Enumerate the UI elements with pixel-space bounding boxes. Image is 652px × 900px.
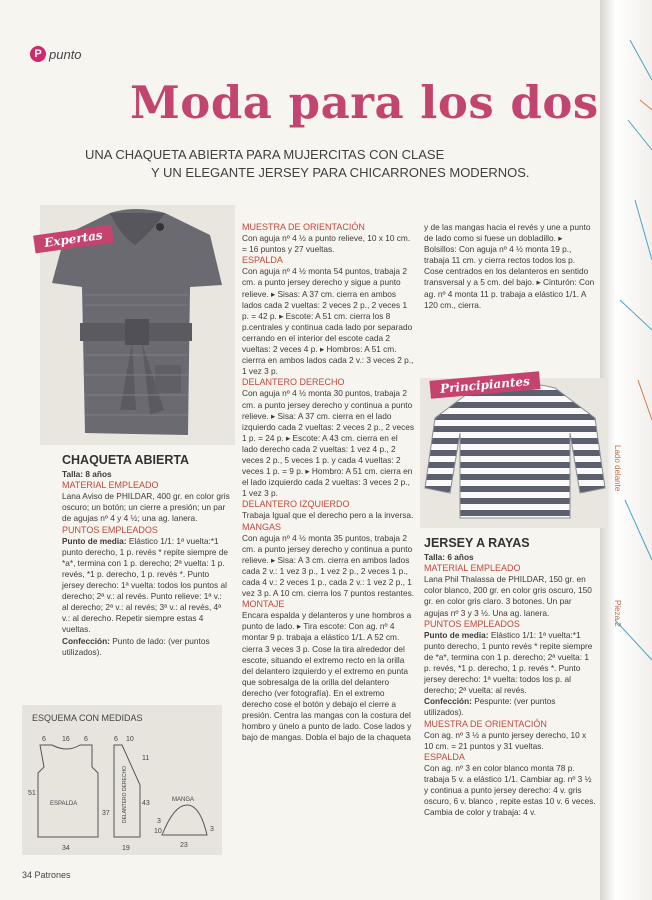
- cardigan-gauge: Con aguja nº 4 ½ a punto relieve, 10 x 10 cm. = 16 puntos y 27 vueltas.: [242, 233, 411, 255]
- cardigan-stitches-heading: PUNTOS EMPLEADOS: [62, 524, 158, 535]
- schema-title: ESQUEMA CON MEDIDAS: [32, 713, 143, 723]
- cardigan-material: Lana Aviso de PHILDAR, 400 gr. en color gris oscuro; un botón; un cierre a presión; un par de agujas nº 4 y 4 ½; una ag. lanera.: [62, 491, 230, 524]
- cardigan-back: Con aguja nº 4 ½ monta 54 puntos, trabaja 2 cm. a punto jersey derecho y sigue a punto relieve. ▸ Sisas: A 37 cm. cierra en ambos lados cada 2 vueltas: 2 veces 2 p., 2 veces 1 p. = 42 p. ▸ Escote: A 51 cm. cierra los 8 p.centrales y continua cada lado por separado cerrando en el interior del escote cada 2 vueltas: 2 veces 4 p. ▸ Hombros: A 51 cm. cierrra en ambos lados cada 2 v.: 3 veces 2 p., 1 vez 3 p.: [242, 266, 414, 377]
- cardigan-montaje: Encara espalda y delanteros y une hombros a punto de lado. ▸ Tira escote: Con ag. nº 4 montar 9 p. trabaja a elástico 1/1. A 52 cm. cierra 3 veces 3 p. Cose la tira alrededor del escote, situando el extremo recto en la orilla del delantero izquierdo y el extremo en punta que sobresalga de la orilla del delantero derecho (ver fotografía). En el extremo derecho cose el botón y debajo el cierre a presión. Centra las mangas con la costura del hombro y únelo a punto de lado. Cose lados y bajo de mangas. Dobla el bajo de la chaqueta: [242, 610, 412, 743]
- sweater-size: Talla: 6 años: [424, 552, 474, 563]
- column-2: [242, 222, 415, 743]
- cardigan-stitches-label: Punto de media:: [62, 535, 127, 546]
- cardigan-stitches: [62, 536, 230, 636]
- level-ribbon-principiantes: Principiantes: [429, 371, 540, 399]
- gutter-label-lado: Lado delante: [613, 445, 622, 492]
- schema-label-6a: 6: [42, 736, 46, 743]
- sweater-assembly: [424, 696, 596, 718]
- cardigan-left-front: Trabaja Igual que el derecho pero a la inversa.: [242, 510, 414, 521]
- gutter-label-pieza: Pieza 2: [613, 600, 622, 627]
- column-3-top: [424, 222, 596, 311]
- sweater-photo: [420, 378, 608, 528]
- cardigan-right-front: Con aguja nº 4 ½ monta 30 puntos, trabaja 2 cm. a punto jersey derecho y continua a punto relieve. ▸ Sisa: A 37 cm. cierra en el lado izquierdo cada 2 vueltas: 2 veces 2 p., 2 veces 1 p. = 24 p. ▸ Escote: A 43 cm. cierra en el lado derecho cada 2 vueltas: 1 vez 4 p., 2 veces 2 p., 5 veces 1 p. y cada 4 vueltas: 2 veces 1 p. = 9 p. ▸ Hombro: A 51 cm. cierra en el lado izquierdo cada 2 vueltas: 3 veces 2 p., 1 vez 3 p.: [242, 388, 415, 499]
- sweater-stitches-text: Elástico 1/1: 1ª vuelta:*1 punto derecho, 1 punto revés * repite siempre de *a*, termina con 1 p. derecho; 2ª vuelta: 1 p. revés, *1 p. derecho, 1 p. revés *. Punto jersey derecho: 1ª vuelta: todos los p. al derecho; 2ª vuelta: al revés.: [424, 629, 593, 696]
- cardigan-stitches-text: Elástico 1/1: 1ª vuelta:*1 punto derecho, 1 p. revés * repite siempre de *a*, termina con 1 p. derecho; 2ª vuelta: 1 p. revés, *1 p. derecho, 1 p. revés *. Punto jersey derecho: 1ª vuelta: todos los puntos al derecho; 2ª v.: al revés. Punto relieve: 1ª v.: al derecho; 2ª v.: al revés; 3ª v.: al revés, 4ª v.: al derecho. Repetir siempre estas 4 vueltas.: [62, 535, 229, 635]
- cardigan-gauge-heading: MUESTRA DE ORIENTACIÓN: [242, 222, 365, 232]
- sweater-assembly-label: Confección:: [424, 696, 472, 707]
- p-logo-icon: P: [30, 46, 46, 62]
- page-subtitle: [85, 146, 530, 182]
- schema-label-34: 34: [62, 845, 70, 852]
- column-1: [62, 455, 230, 658]
- measurement-schema: [22, 705, 222, 855]
- schema-label-manga: MANGA: [172, 797, 195, 803]
- sweater-assembly-text: Pespunte: (ver puntos utilizados).: [424, 696, 556, 718]
- section-tag-label: punto: [49, 46, 82, 62]
- cardigan-assembly-text: Punto de lado: (ver puntos utilizados).: [62, 635, 210, 657]
- level-ribbon-expertas: Expertas: [33, 225, 113, 254]
- cardigan-material-heading: MATERIAL EMPLEADO: [62, 480, 159, 491]
- sweater-stitches: [424, 630, 596, 697]
- schema-label-3a: 3: [157, 818, 161, 825]
- cardigan-assembly-label: Confección:: [62, 635, 110, 646]
- sweater-gauge: Con ag. nº 3 ½ a punto jersey derecho, 10 x 10 cm. = 21 puntos y 31 vueltas.: [424, 729, 587, 751]
- schema-label-espalda: ESPALDA: [50, 801, 78, 807]
- schema-label-19: 19: [122, 845, 130, 852]
- striped-sweater-icon: [420, 378, 608, 528]
- schema-label-delantero: DELANTERO DERECHO: [122, 766, 128, 823]
- schema-label-6b: 6: [84, 736, 88, 743]
- schema-label-10a: 10: [126, 736, 134, 743]
- subtitle-line-2: Y UN ELEGANTE JERSEY PARA CHICARRONES MODERNOS.: [151, 165, 530, 180]
- cardigan-continued: y de las mangas hacia el revés y une a punto de lado como si fuese un dobladillo. ▸ Bolsillos: Con aguja nº 4 ½ monta 19 p., trabaja 11 cm. y cierra rectos todos los p. Cose centrados en los delanteros en sentido transversal y a 5 cm. del bajo. ▸ Cinturón: Con ag. nº 4 monta 11 p. trabaja a elástico 1/1. A 120 cm., cierra.: [424, 222, 595, 310]
- schema-label-43: 43: [142, 800, 150, 807]
- cardigan-left-front-heading: DELANTERO IZQUIERDO: [242, 499, 350, 510]
- cardigan-back-heading: ESPALDA: [242, 255, 283, 266]
- schema-diagram: [22, 705, 222, 855]
- column-3-jersey: [424, 538, 596, 818]
- schema-label-3b: 3: [210, 826, 214, 833]
- sweater-stitches-heading: PUNTOS EMPLEADOS: [424, 618, 520, 629]
- sweater-gauge-heading: MUESTRA DE ORIENTACIÓN: [424, 718, 547, 729]
- page-title: Moda para los dos: [130, 76, 599, 129]
- cardigan-right-front-heading: DELANTERO DERECHO: [242, 377, 345, 388]
- sweater-material-heading: MATERIAL EMPLEADO: [424, 563, 521, 574]
- section-tag: [30, 46, 82, 62]
- sweater-stitches-label: Punto de media:: [424, 629, 489, 640]
- cardigan-size: Talla: 8 años: [62, 469, 112, 480]
- schema-label-6c: 6: [114, 736, 118, 743]
- sweater-back: Con ag. nº 3 en color blanco monta 78 p. trabaja 5 v. a elástico 1/1. Cambiar ag. nº 3 ½ y continua a punto jersey derecho: 4 v. gris oscuro, 6 v. blanco , repite estas 10 v. 6 veces. Cambia de color y trabaja: 4 v.: [424, 762, 596, 818]
- cardigan-sleeves: Con aguja nº 4 ½ monta 35 puntos, trabaja 2 cm. a punto jersey derecho y continua a punto relieve. ▸ Sisa: A 3 cm. cierra en ambos lados cada 2 v.: 1 vez 3 p., 1 vez 2 p., 2 veces 1 p., cada 4 v.: 2 veces 1 p., cada 2 v.: 1 vez 2 p., 1 vez 3 p. A 10 cm. cierra los 7 puntos restantes.: [242, 532, 415, 599]
- subtitle-line-1: UNA CHAQUETA ABIERTA PARA MUJERCITAS CON CLASE: [85, 147, 445, 162]
- sweater-title: JERSEY A RAYAS: [424, 536, 530, 550]
- sweater-material: Lana Phil Thalassa de PHILDAR, 150 gr. en color blanco, 200 gr. en color gris oscuro, 150 gr. en color gris claro. 3 botones. Un par agujas nº 3 y 3 ½. Una ag. lanera.: [424, 574, 592, 618]
- sweater-back-heading: ESPALDA: [424, 751, 465, 762]
- cardigan-sleeves-heading: MANGAS: [242, 521, 282, 532]
- schema-label-16: 16: [62, 736, 70, 743]
- cardigan-assembly: [62, 636, 230, 658]
- page-footer: 34 Patrones: [22, 870, 71, 880]
- schema-label-23: 23: [180, 842, 188, 849]
- schema-label-37: 37: [102, 810, 110, 817]
- cardigan-title: CHAQUETA ABIERTA: [62, 453, 190, 467]
- schema-label-11: 11: [142, 755, 150, 762]
- schema-label-51: 51: [28, 790, 36, 797]
- schema-label-10b: 10: [154, 828, 162, 835]
- cardigan-assembly-heading: MONTAJE: [242, 599, 285, 610]
